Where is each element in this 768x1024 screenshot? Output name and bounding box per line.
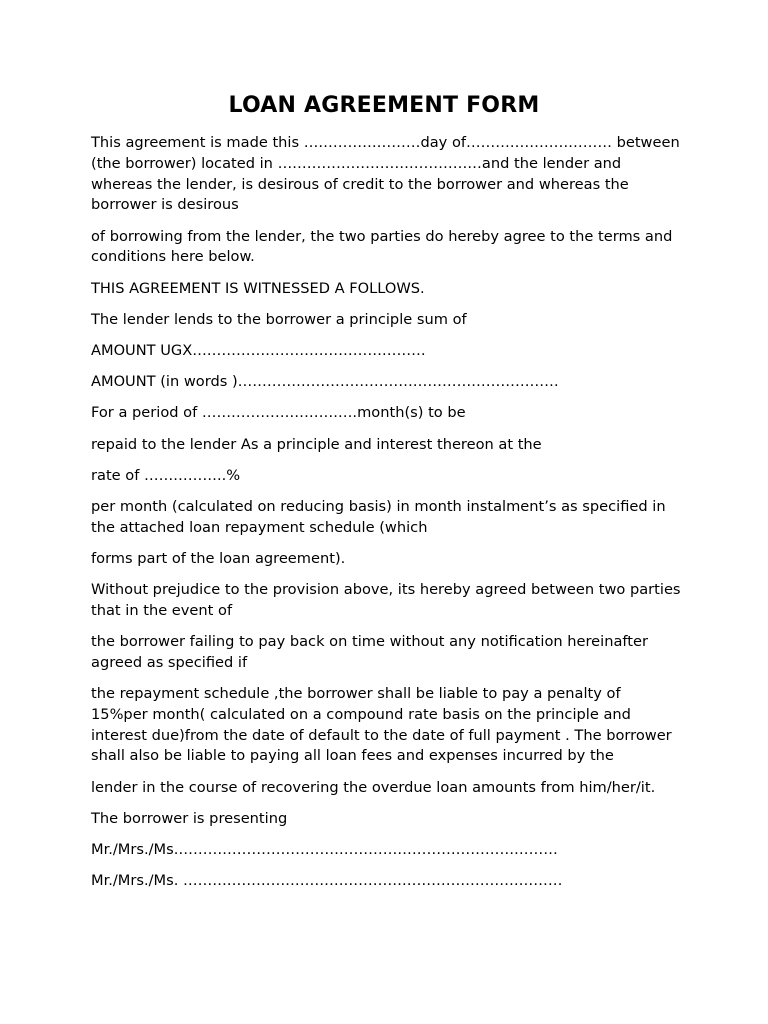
paragraph-guarantor-1: Mr./Mrs./Ms.…………………………………………………………………… — [91, 840, 558, 858]
paragraph-agreement-intro: This agreement is made this ……………………day of………………………… between (the borrower) located in ……………………………………and the lender and whereas the lender, is desirous of credit to the borrower and whereas the borrower is desirous — [91, 134, 680, 214]
paragraph-borrower-presenting: The borrower is presenting — [91, 809, 288, 827]
paragraph-amount-ugx: AMOUNT UGX………………………………………… — [91, 341, 426, 359]
paragraph-amount-words: AMOUNT (in words )………………………………………………………… — [91, 373, 559, 391]
paragraph-period: For a period of ……………………….….month(s) to be — [91, 404, 466, 422]
paragraph-per-month: per month (calculated on reducing basis) in month instalment’s as specified in the attached loan repayment schedule (which — [91, 497, 666, 536]
paragraph-borrower-failing: the borrower failing to pay back on time without any notification hereinafter agreed as specified if — [91, 633, 648, 671]
document-title: LOAN AGREEMENT FORM — [228, 93, 540, 118]
paragraph-witnessed-heading: THIS AGREEMENT IS WITNESSED A FOLLOWS. — [91, 279, 425, 297]
paragraph-lender-recovering: lender in the course of recovering the overdue loan amounts from him/her/it. — [91, 778, 656, 796]
paragraph-without-prejudice: Without prejudice to the provision above, its hereby agreed between two parties that in the event of — [91, 581, 681, 619]
paragraph-borrowing-terms: of borrowing from the lender, the two parties do hereby agree to the terms and conditions here below. — [91, 227, 673, 266]
paragraph-repaid: repaid to the lender As a principle and interest thereon at the — [91, 435, 542, 453]
paragraph-penalty: the repayment schedule ,the borrower shall be liable to pay a penalty of 15%per month( calculated on a compound rate basis on the principle and interest due)from the date of default to the date of full payment . The borrower shall also be liable to paying all loan fees and expenses incurred by the — [91, 685, 672, 765]
paragraph-guarantor-2: Mr./Mrs./Ms. …………………………………………………………………… — [91, 872, 563, 890]
document-body — [91, 133, 681, 902]
paragraph-rate: rate of ……………..% — [91, 466, 241, 484]
paragraph-forms-part: forms part of the loan agreement). — [91, 549, 346, 567]
paragraph-principal-sum: The lender lends to the borrower a principle sum of — [91, 310, 467, 328]
